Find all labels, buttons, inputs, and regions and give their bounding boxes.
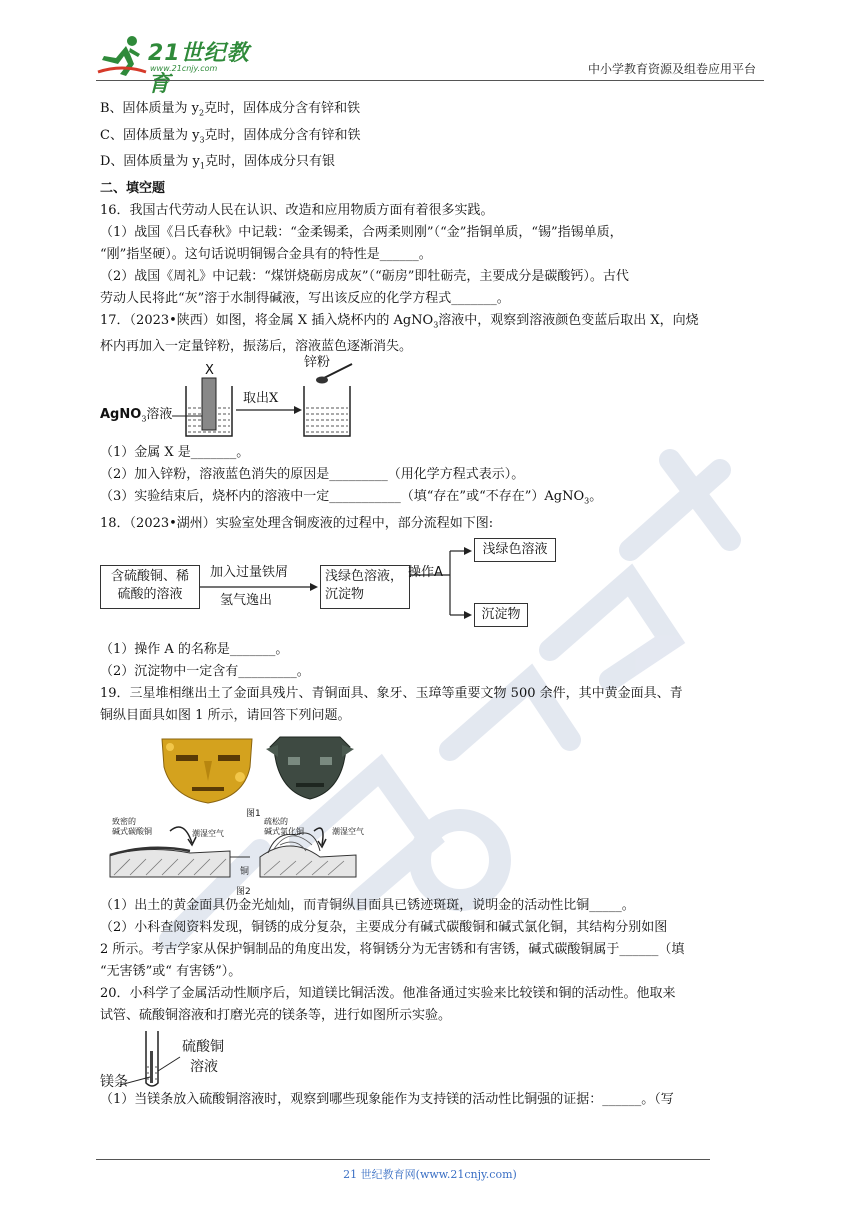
gold-mask-image xyxy=(162,739,252,803)
header-divider xyxy=(96,80,764,81)
logo-text: 21世纪教育 xyxy=(148,41,250,97)
header-platform-name: 中小学教育资源及组卷应用平台 xyxy=(587,62,756,76)
flow-box-initial-solution: 含硫酸铜、稀 硫酸的溶液 xyxy=(100,565,200,609)
q20-figure xyxy=(100,1027,764,1089)
option-d: D、固体质量为 $y_1$克时，固体成分只有银 xyxy=(100,154,336,171)
q17-stem-line2: 杯内再加入一定量锌粉，振荡后，溶液蓝色逐渐消失。 xyxy=(100,339,413,355)
q17-stem-line1: 17．（2023•陕西）如图，将金属 X 插入烧杯内的 AgNO$_3$溶液中，观察到溶液颜色变蓝后取出 X，向烧 xyxy=(100,312,699,330)
q19-figure xyxy=(100,727,764,895)
magnesium-strip-label: 镁条 xyxy=(100,1073,128,1090)
section-title: 二、填空题 xyxy=(100,180,166,196)
footer-link[interactable]: 21 世纪教育网(www.21cnjy.com) xyxy=(343,1168,517,1181)
logo-url: www.21cnjy.com xyxy=(150,64,218,73)
figure-1-label: 图1 xyxy=(246,808,261,819)
question-content xyxy=(100,98,764,1111)
q18-part1: （1）操作 A 的名称是_______。 xyxy=(100,641,289,657)
q19-part2-line1: （2）小科查阅资料发现，铜锈的成分复杂，主要成分有碱式碳酸铜和碱式氯化铜，其结构分别如图 xyxy=(100,919,668,935)
option-c: C、固体质量为 $y_3$克时，固体成分含有锌和铁 xyxy=(100,127,361,145)
q17-part3: （3）实验结束后，烧杯内的溶液中一定___________（填“存在”或“不存在”）AgNO$_3$。 xyxy=(100,489,603,506)
q19-stem-line2: 铜纵目面具如图 1 所示，请回答下列问题。 xyxy=(100,707,351,723)
q18-part2: （2）沉淀物中一定含有_________。 xyxy=(100,663,310,679)
copper-label: 铜 xyxy=(240,866,250,877)
site-logo[interactable] xyxy=(96,34,266,97)
silver-nitrate-label: AgNO$_3$溶液 xyxy=(100,407,173,424)
q16-stem: 16．我国古代劳动人民在认识、改造和应用物质方面有着很多实践。 xyxy=(100,202,494,218)
q17-part1: （1）金属 X 是_______。 xyxy=(100,445,250,461)
loose-chloride-label: 疏松的 碱式氯化铜 xyxy=(264,816,304,836)
footer-divider xyxy=(96,1159,710,1160)
q19-stem-line1: 19．三星堆相继出土了金面具残片、青铜面具、象牙、玉璋等重要文物 500 余件，其中黄金面具、青 xyxy=(100,685,683,701)
q19-part2-line2: 2 所示。考古学家从保护铜制品的角度出发，将铜锈分为无害锈和有害锈，碱式碳酸铜属于______（填 xyxy=(100,941,685,957)
runner-icon xyxy=(96,34,148,78)
zinc-powder-label: 锌粉 xyxy=(304,355,331,371)
flow-box-intermediate: 浅绿色溶液， 沉淀物 xyxy=(320,565,410,609)
copper-sulfate-label: 硫酸铜 溶液 xyxy=(182,1038,224,1075)
q16-part2-line1: （2）战国《周礼》中记载：“煤饼烧砺房成灰”（“砺房”即牡砺壳，主要成分是碳酸钙）。古代 xyxy=(100,268,629,284)
q16-part1-line2: “刚”指坚硬）。这句话说明铜锡合金具有的特性是______。 xyxy=(100,246,432,262)
metal-x-label: X xyxy=(205,363,214,379)
operation-a-label: 操作A xyxy=(408,564,443,580)
flow-box-green-solution: 浅绿色溶液 xyxy=(474,538,556,562)
bronze-mask-image xyxy=(266,737,354,799)
q16-part2-line2: 劳动人民将此“灰”溶于水制得碱液，写出该反应的化学方程式_______。 xyxy=(100,290,510,306)
hydrogen-label: 氢气逸出 xyxy=(220,592,273,608)
q20-stem-line2: 试管、硫酸铜溶液和打磨光亮的镁条等，进行如图所示实验。 xyxy=(100,1007,452,1023)
q16-part1-line1: （1）战国《吕氏春秋》中记载：“金柔锡柔，合两柔则刚”（“金”指铜单质，“锡”指锡单质， xyxy=(100,224,623,240)
option-b: B、固体质量为 $y_2$克时，固体成分含有锌和铁 xyxy=(100,101,361,118)
q18-stem: 18．（2023•湖州）实验室处理含铜废液的过程中，部分流程如下图: xyxy=(100,515,494,531)
q18-flowchart xyxy=(100,535,764,639)
q19-part1: （1）出土的黄金面具仍金光灿灿，而青铜纵目面具已锈迹斑斑，说明金的活动性比铜_____。 xyxy=(100,897,635,913)
q17-figure xyxy=(100,355,764,442)
figure-2-label: 图2 xyxy=(236,886,251,897)
q20-part1: （1）当镁条放入硫酸铜溶液时，观察到哪些现象能作为支持镁的活动性比铜强的证据：______。（写 xyxy=(100,1091,674,1107)
q17-part2: （2）加入锌粉，溶液蓝色消失的原因是_________（用化学方程式表示）。 xyxy=(100,467,525,483)
remove-x-label: 取出X xyxy=(243,391,279,407)
dense-carbonate-label: 致密的 碱式碳酸铜 xyxy=(112,816,152,836)
q20-stem-line1: 20．小科学了金属活动性顺序后，知道镁比铜活泼。他准备通过实验来比较镁和铜的活动性。他取来 xyxy=(100,985,676,1001)
add-iron-label: 加入过量铁屑 xyxy=(210,564,289,580)
humid-air-label-2: 潮湿空气 xyxy=(332,826,364,836)
q19-part2-line3: “无害锈”或“ 有害锈”）。 xyxy=(100,963,242,979)
humid-air-label-1: 潮湿空气 xyxy=(192,828,224,838)
flow-box-precipitate: 沉淀物 xyxy=(474,603,528,627)
